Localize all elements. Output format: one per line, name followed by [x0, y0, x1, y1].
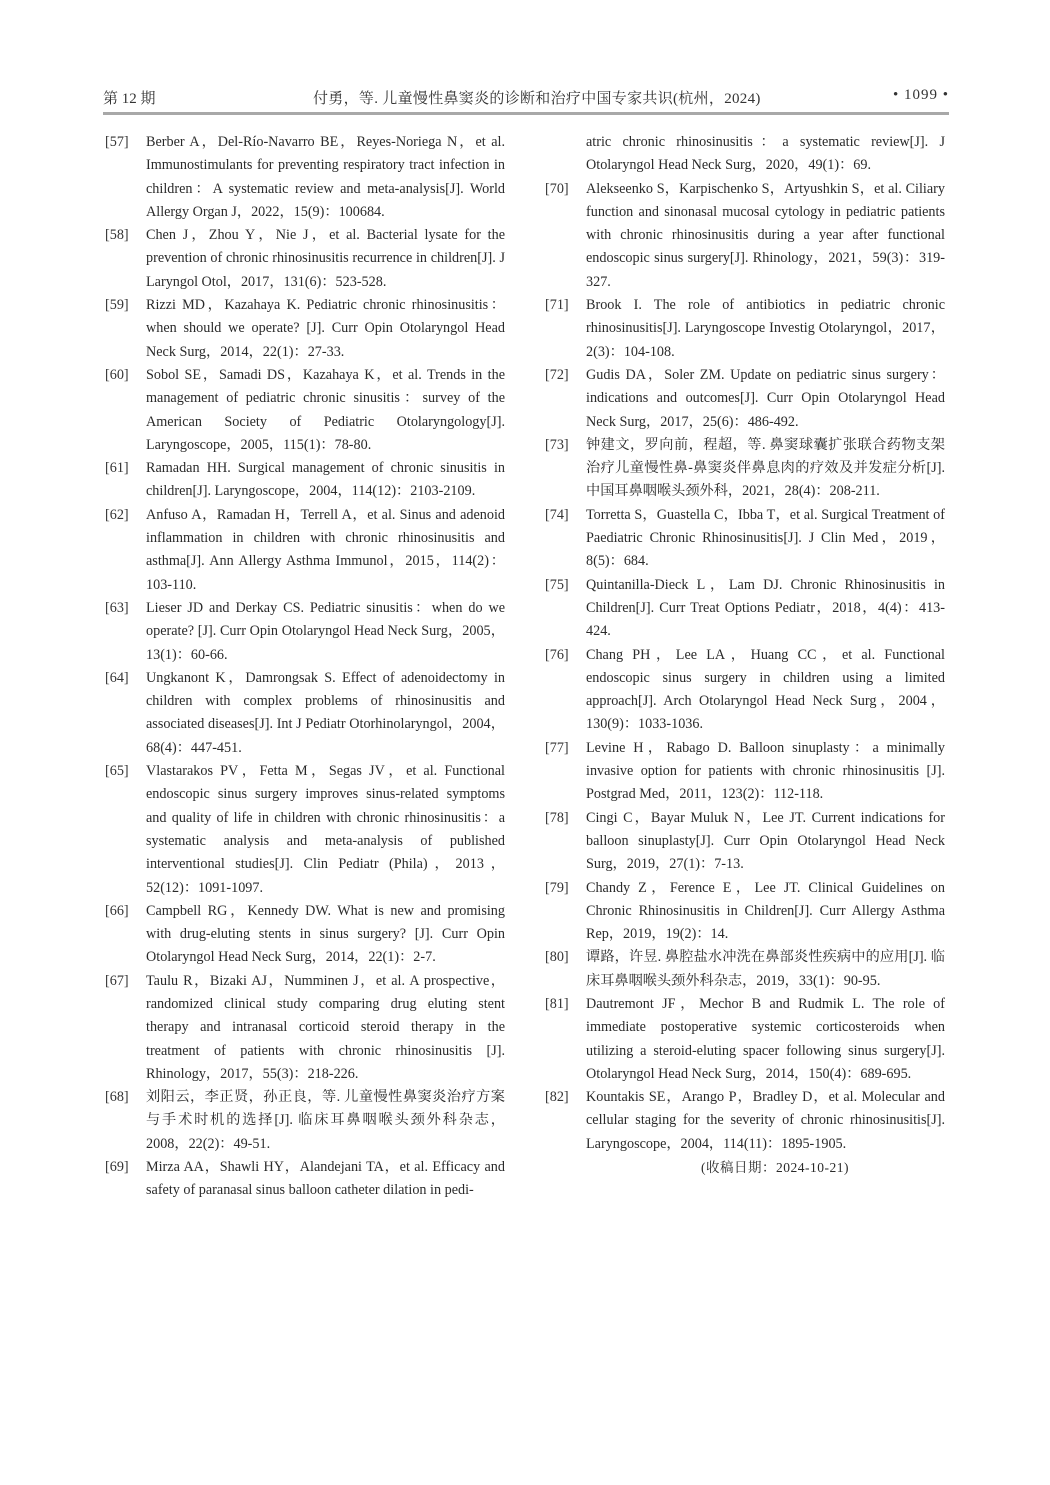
reference-text: 刘阳云，李正贤，孙正良，等. 儿童慢性鼻窦炎治疗方案与手术时机的选择[J]. 临床耳鼻咽喉头颈外科杂志，2008，22(2)：49-51. [146, 1089, 505, 1152]
reference-number: [61] [105, 460, 129, 477]
reference-entry [545, 178, 945, 294]
page-number: • 1099 • [892, 87, 949, 103]
reference-text: Lieser JD and Derkay CS. Pediatric sinusitis：when do we operate? [J]. Curr Opin Otolaryngol Head Neck Surg，2005，13(1)：60-66. [146, 599, 505, 663]
reference-number: [63] [105, 599, 129, 616]
reference-number: [72] [545, 366, 569, 383]
reference-entry [545, 434, 945, 504]
reference-entry [105, 457, 505, 504]
reference-number: [70] [545, 180, 569, 197]
reference-number: [73] [545, 436, 569, 453]
reference-text: Cingi C，Bayar Muluk N，Lee JT. Current indications for balloon sinuplasty[J]. Curr Opin Otolaryngol Head Neck Surg，2019，27(1)：7-13. [586, 809, 945, 873]
reference-number: [57] [105, 134, 129, 150]
reference-entry [545, 574, 945, 644]
reference-entry [545, 1086, 945, 1156]
reference-entry [105, 1086, 505, 1156]
reference-number: [77] [545, 739, 569, 756]
reference-text: Berber A，Del-Río-Navarro BE，Reyes-Noriega N，et al. Immunostimulants for preventing respiratory tract infection in children：A systematic review and meta-analysis[J]. World Allergy Organ J，2022，15(9)：100684. [146, 134, 505, 220]
reference-text: Anfuso A，Ramadan H，Terrell A，et al. Sinus and adenoid inflammation in children with chronic rhinosinusitis and asthma[J]. Ann Allergy Asthma Immunol，2015，114(2)：103-110. [146, 506, 505, 593]
reference-entry [545, 877, 945, 947]
reference-number: [71] [545, 297, 569, 314]
reference-text: Mirza AA，Shawli HY，Alandejani TA，et al. Efficacy and safety of paranasal sinus balloon catheter dilation in pedi- [146, 1159, 505, 1199]
reference-entry [545, 644, 945, 737]
reference-text: Levine H，Rabago D. Balloon sinuplasty：a minimally invasive option for patients with chronic rhinosinusitis [J]. Postgrad Med，2011，123(2)：112-118. [586, 739, 945, 803]
reference-entry [105, 667, 505, 760]
reference-text: Ramadan HH. Surgical management of chronic sinusitis in children[J]. Laryngoscope，2004，114(12)：2103-2109. [146, 460, 505, 500]
reference-text: Rizzi MD，Kazahaya K. Pediatric chronic rhinosinusitis：when should we operate? [J]. Curr Opin Otolaryngol Head Neck Surg，2014，22(1)：27-33. [146, 297, 505, 360]
reference-number: [65] [105, 763, 129, 780]
running-title: 付勇，等. 儿童慢性鼻窦炎的诊断和治疗中国专家共识(杭州，2024) [313, 91, 761, 107]
reference-number: [62] [105, 506, 129, 523]
header-rule [103, 112, 949, 115]
reference-text: Alekseenko S，Karpischenko S，Artyushkin S，et al. Ciliary function and sinonasal mucosal cytology in pediatric patients with chronic rhinosinusitis during a year after functional endoscopic sinus surgery[J]. Rhinology，2021，59(3)：319-327. [586, 180, 945, 290]
reference-text: Kountakis SE，Arango P，Bradley D，et al. Molecular and cellular staging for the severity of chronic rhinosinusitis[J]. Laryngoscope，2004，114(11)：1895-1905. [586, 1089, 945, 1152]
reference-number: [69] [105, 1159, 129, 1176]
references-left-column [105, 131, 505, 1203]
references-right-column [545, 131, 945, 1179]
reference-entry [545, 504, 945, 574]
reference-text: Chandy Z，Ference E，Lee JT. Clinical Guidelines on Chronic Rhinosinusitis in Children[J]. Curr Allergy Asthma Rep，2019，19(2)：14. [586, 879, 945, 943]
reference-entry [105, 760, 505, 900]
reference-number: [66] [105, 902, 129, 919]
reference-entry [545, 737, 945, 807]
reference-text: Taulu R，Bizaki AJ，Numminen J，et al. A prospective，randomized clinical study comparing drug eluting stent therapy and intranasal corticoid steroid therapy in the treatment of patients with chronic rhinosinusitis [J]. Rhinology，2017，55(3)：218-226. [146, 972, 505, 1082]
reference-entry [545, 946, 945, 993]
reference-entry [105, 224, 505, 294]
reference-entry [545, 131, 945, 178]
reference-text: Ungkanont K，Damrongsak S. Effect of adenoidectomy in children with complex problems of rhinosinusitis and associated diseases[J]. Int J Pediatr Otorhinolaryngol，2004，68(4)：447-451. [146, 669, 505, 756]
reference-entry [105, 294, 505, 364]
reference-entry [105, 364, 505, 457]
reference-number: [78] [545, 809, 569, 826]
reference-text: 钟建文，罗向前，程超，等. 鼻窦球囊扩张联合药物支架治疗儿童慢性鼻-鼻窦炎伴鼻息肉的疗效及并发症分析[J]. 中国耳鼻咽喉头颈外科，2021，28(4)：208-211. [586, 436, 945, 500]
reference-entry [105, 131, 505, 224]
reference-number: [81] [545, 995, 569, 1012]
reference-text: Quintanilla-Dieck L，Lam DJ. Chronic Rhinosinusitis in Children[J]. Curr Treat Options Pediatr，2018，4(4)：413-424. [586, 576, 945, 640]
reference-entry [545, 294, 945, 364]
reference-text: Dautremont JF，Mechor B and Rudmik L. The role of immediate postoperative systemic corticosteroids when utilizing a steroid-eluting spacer following sinus surgery[J]. Otolaryngol Head Neck Surg，2014，150(4)：689-695. [586, 995, 945, 1082]
reference-entry [105, 504, 505, 597]
reference-number: [76] [545, 646, 569, 663]
reference-entry [105, 900, 505, 970]
reference-text: Campbell RG，Kennedy DW. What is new and promising with drug-eluting stents in sinus surgery? [J]. Curr Opin Otolaryngol Head Neck Surg，2014，22(1)：2-7. [146, 902, 505, 966]
reference-number: [67] [105, 972, 129, 989]
reference-text: Vlastarakos PV，Fetta M，Segas JV，et al. Functional endoscopic sinus surgery improves sinus-related symptoms and quality of life in children with chronic rhinosinusitis：a systematic analysis and meta-analysis of published interventional studies[J]. Clin Pediatr (Phila)，2013，52(12)：1091-1097. [146, 763, 505, 896]
reference-entry [545, 364, 945, 434]
reference-text: 谭路，许昱. 鼻腔盐水冲洗在鼻部炎性疾病中的应用[J]. 临床耳鼻咽喉头颈外科杂志，2019，33(1)：90-95. [586, 949, 945, 989]
reference-number: [79] [545, 879, 569, 896]
reference-number: [60] [105, 366, 129, 383]
reference-text: Gudis DA，Soler ZM. Update on pediatric sinus surgery：indications and outcomes[J]. Curr Opin Otolaryngol Head Neck Surg，2017，25(6)：486-492. [586, 366, 945, 430]
reference-number: [74] [545, 506, 569, 523]
reference-number: [80] [545, 949, 569, 966]
issue-number: 第 12 期 [103, 91, 156, 107]
reference-entry [545, 993, 945, 1086]
reference-number: [58] [105, 227, 129, 244]
reference-text: Sobol SE，Samadi DS，Kazahaya K，et al. Trends in the management of pediatric chronic sinusitis：survey of the American Society of Pediatric Otolaryngology[J]. Laryngoscope，2005，115(1)：78-80. [146, 366, 505, 453]
reference-number: [59] [105, 297, 129, 314]
reference-text: Torretta S，Guastella C，Ibba T，et al. Surgical Treatment of Paediatric Chronic Rhinosinusitis[J]. J Clin Med，2019，8(5)：684. [586, 506, 945, 570]
reference-number: [68] [105, 1089, 129, 1106]
reference-entry [545, 807, 945, 877]
reference-entry [105, 1156, 505, 1203]
reference-number: [82] [545, 1089, 569, 1106]
reference-entry [105, 970, 505, 1086]
reference-text: Chen J，Zhou Y，Nie J，et al. Bacterial lysate for the prevention of chronic rhinosinusitis recurrence in children[J]. J Laryngol Otol，2017，131(6)：523-528. [146, 227, 505, 290]
reference-text: Brook I. The role of antibiotics in pediatric chronic rhinosinusitis[J]. Laryngoscope Investig Otolaryngol，2017，2(3)：104-108. [586, 297, 945, 360]
reference-text: Chang PH，Lee LA，Huang CC，et al. Functional endoscopic sinus surgery in children using a limited approach[J]. Arch Otolaryngol Head Neck Surg，2004，130(9)：1033-1036. [586, 646, 945, 733]
reference-text: atric chronic rhinosinusitis：a systematic review[J]. J Otolaryngol Head Neck Surg，2020，49(1)：69. [586, 134, 945, 174]
reference-number: [75] [545, 576, 569, 593]
reference-entry [105, 597, 505, 667]
reference-number: [64] [105, 669, 129, 686]
running-header [103, 82, 949, 112]
received-date: (收稿日期：2024-10-21) [701, 1160, 849, 1176]
